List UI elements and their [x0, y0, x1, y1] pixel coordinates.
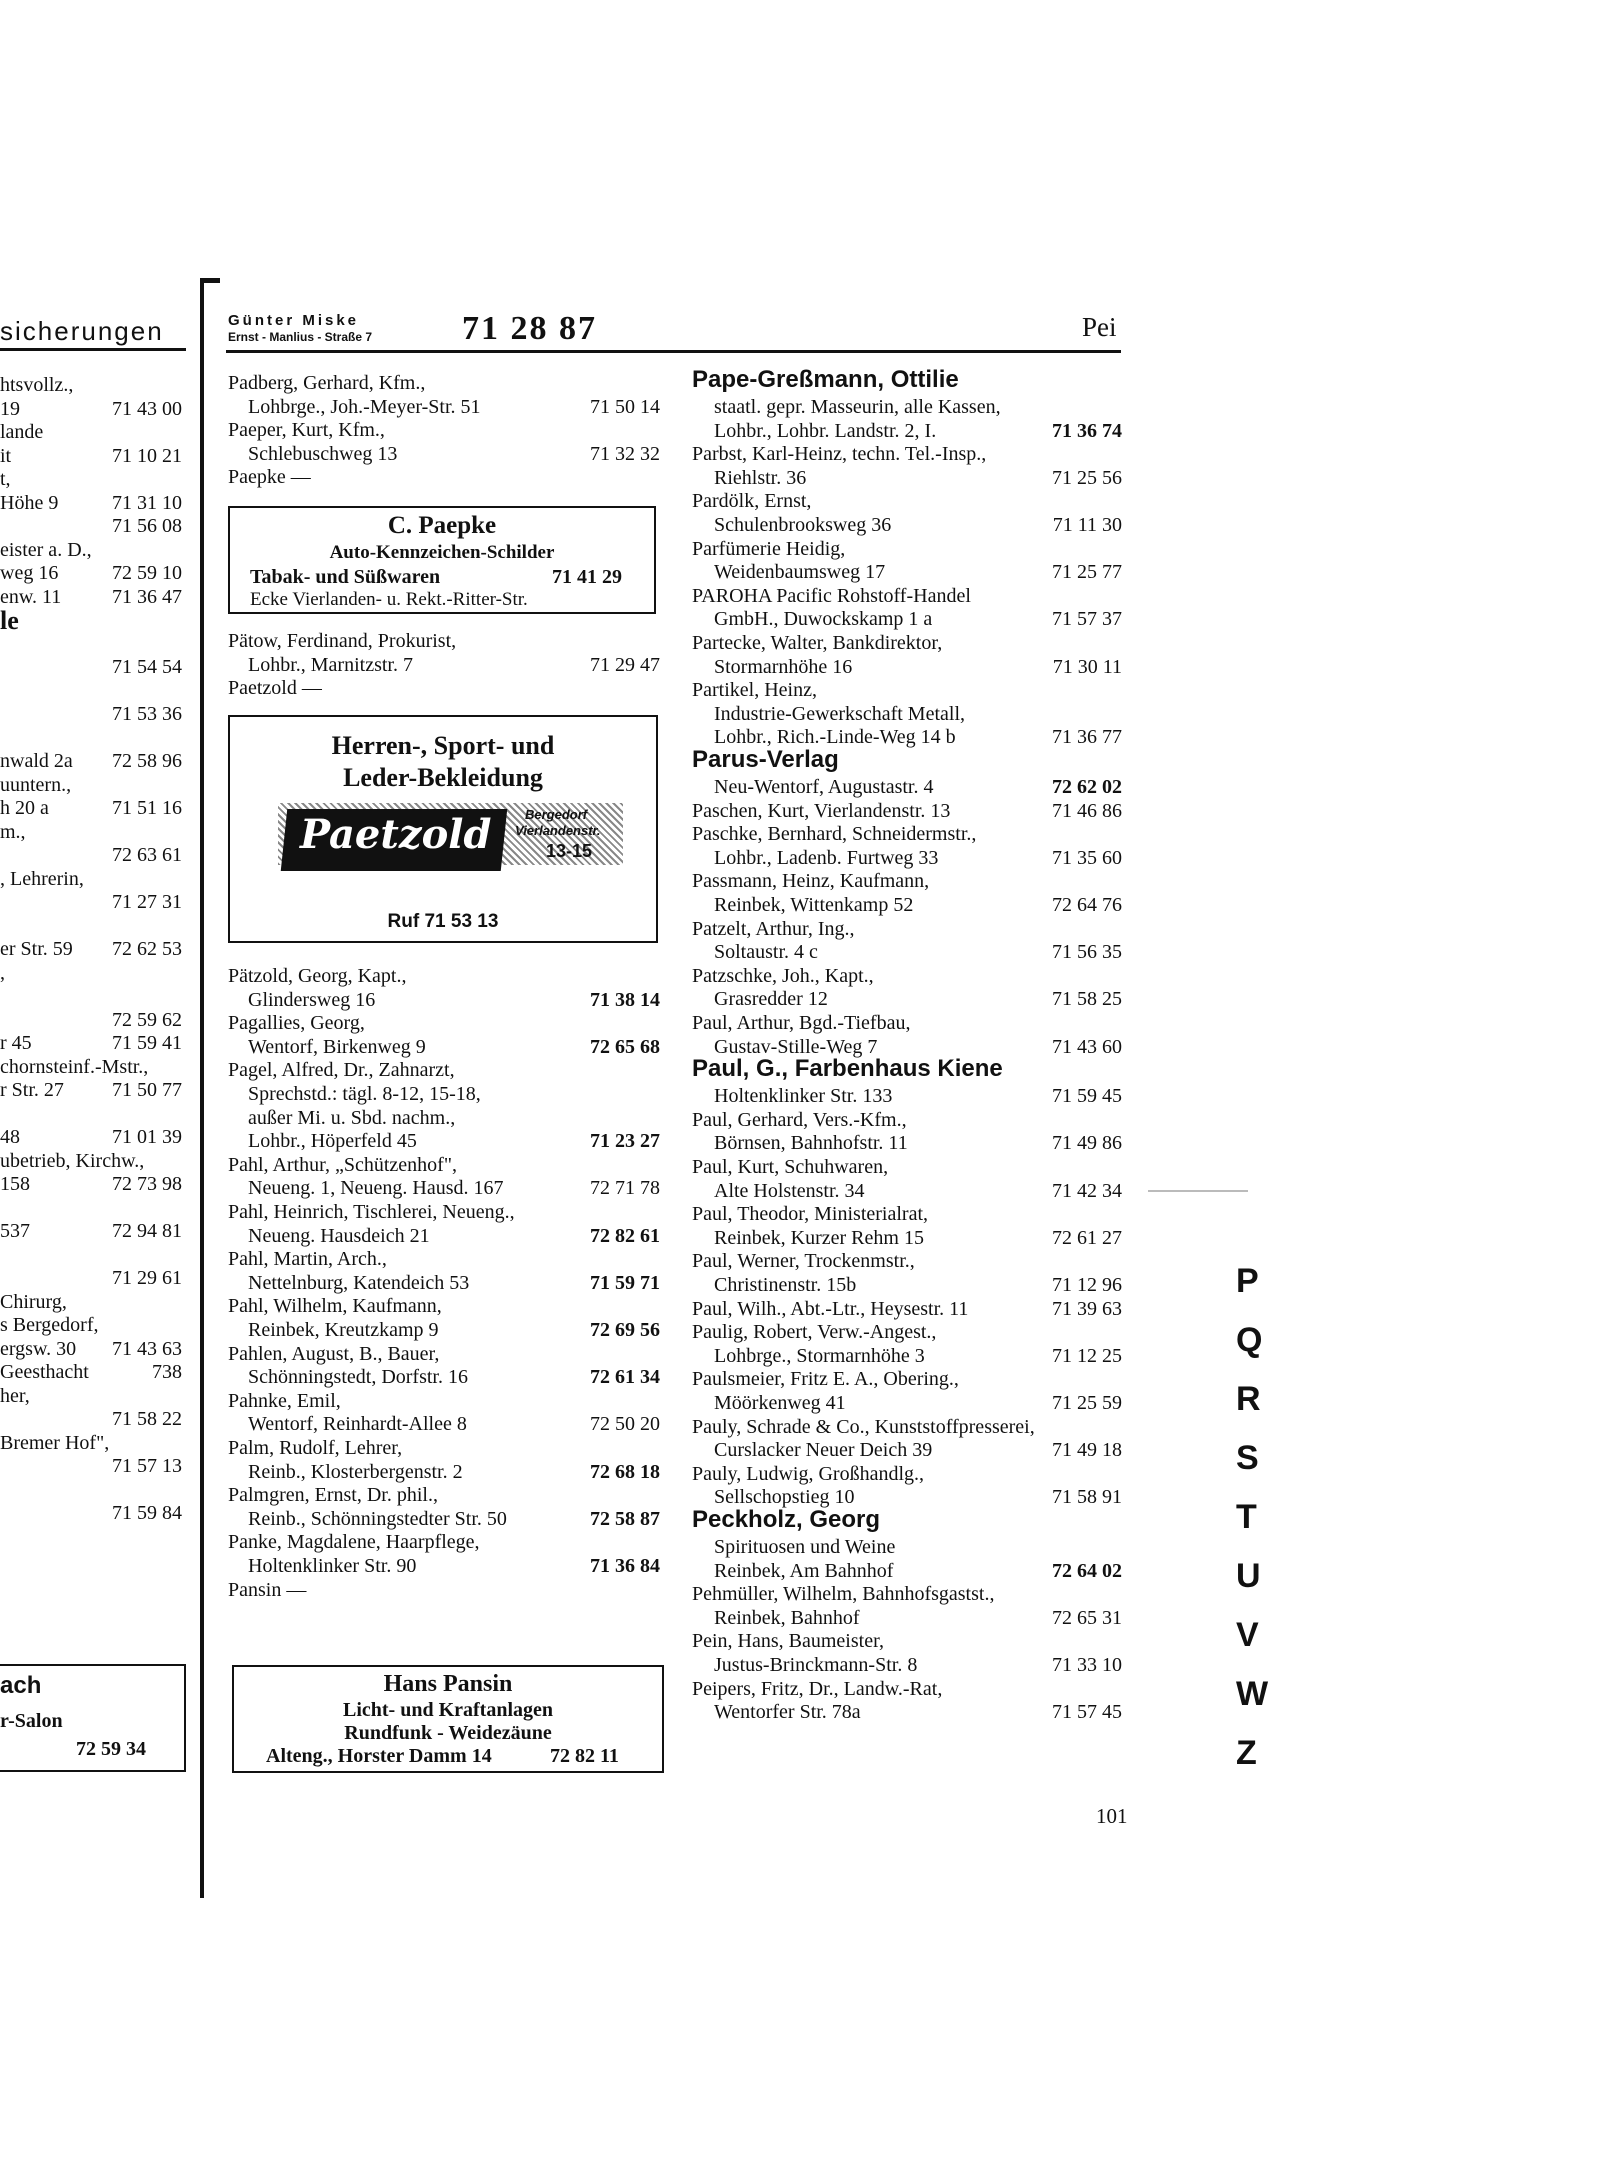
pansin-ad-line1: Licht- und Kraftanlagen [342, 1699, 554, 1721]
fragment-text: ubetrieb, Kirchw., [0, 1149, 145, 1172]
paetzold-ad-addr2: Vierlandenstr. [515, 823, 601, 838]
entry-name: Paul, Werner, Trockenmstr., [692, 1250, 915, 1273]
paepke-ad [228, 506, 656, 614]
fragment-text: Geesthacht [0, 1361, 89, 1383]
entry-name: Paul, Gerhard, Vers.-Kfm., [692, 1108, 907, 1131]
fragment-phone: 71 58 22 [112, 1408, 182, 1430]
entry-phone: 72 65 68 [590, 1035, 660, 1058]
page-key: Pei [1082, 312, 1117, 342]
fragment-phone: 71 59 41 [112, 1032, 182, 1054]
entry-name: Paschen, Kurt, Vierlandenstr. 13 [692, 799, 951, 822]
entry-name: Pätzold, Georg, Kapt., [228, 965, 407, 987]
entry-name: Pardölk, Ernst, [692, 490, 812, 513]
header-ad-name: Günter Miske [228, 312, 360, 329]
entry-detail: Neueng. Hausdeich 21 [248, 1224, 430, 1247]
entry-phone: 72 82 61 [590, 1224, 660, 1247]
entry-detail: Spirituosen und Weine [714, 1536, 896, 1558]
thumb-index-rule-top [1148, 1190, 1248, 1192]
entry-name: Padberg, Gerhard, Kfm., [228, 372, 426, 394]
fragment-text: eister a. D., [0, 538, 92, 561]
entry-detail: Justus-Brinckmann-Str. 8 [714, 1654, 918, 1676]
entry-phone: 71 29 47 [590, 653, 660, 676]
entry-detail: Holtenklinker Str. 90 [248, 1555, 417, 1577]
entry-phone: 71 12 25 [1052, 1344, 1122, 1367]
fragment-text: Höhe 9 [0, 491, 59, 514]
left-ad-line2: r-Salon [0, 1710, 63, 1732]
entry-detail: GmbH., Duwockskamp 1 a [714, 608, 933, 631]
entry-detail: Lohbr., Höperfeld 45 [248, 1130, 417, 1153]
entry-phone: 71 25 77 [1052, 561, 1122, 584]
column-divider-top [200, 278, 220, 283]
entry-name: Pahl, Arthur, „Schützenhof", [228, 1153, 457, 1176]
entry-name: Paul, Arthur, Bgd.-Tiefbau, [692, 1012, 911, 1034]
fragment-phone: 72 59 10 [112, 562, 182, 584]
fragment-phone: 72 73 98 [112, 1173, 182, 1195]
entry-name: Paulsmeier, Fritz E. A., Obering., [692, 1368, 959, 1391]
entry-detail: Lohbr., Rich.-Linde-Weg 14 b [714, 726, 956, 749]
fragment-text: ergsw. 30 [0, 1337, 77, 1360]
fragment-text: , [0, 961, 5, 984]
entry-name: Paul, Kurt, Schuhwaren, [692, 1156, 889, 1178]
fragment-text: s Bergedorf, [0, 1314, 99, 1336]
entry-phone: 72 65 31 [1052, 1606, 1122, 1629]
entry-name: Paschke, Bernhard, Schneidermstr., [692, 823, 977, 846]
entry-name: Pauly, Ludwig, Großhandlg., [692, 1462, 925, 1485]
header-ad-address: Ernst - Manlius - Straße 7 [228, 330, 373, 344]
entry-name: Parfümerie Heidig, [692, 537, 846, 560]
entry-phone: 71 56 35 [1052, 941, 1122, 964]
entry-name: PAROHA Pacific Rohstoff-Handel [692, 584, 971, 607]
paepke-ad-line2: Tabak- und Süßwaren [250, 566, 441, 588]
entry-detail: Stormarnhöhe 16 [714, 655, 853, 678]
fragment-phone: 71 29 61 [112, 1267, 182, 1289]
entry-name: Pein, Hans, Baumeister, [692, 1630, 884, 1653]
entry-detail: Reinbek, Am Bahnhof [714, 1559, 894, 1582]
thumb-index-letter: W [1236, 1675, 1269, 1713]
fragment-phone: 71 54 54 [112, 656, 182, 678]
entry-name: Partecke, Walter, Bankdirektor, [692, 632, 943, 654]
pansin-ad-line2: Rundfunk - Weidezäune [344, 1722, 552, 1744]
entry-firm: Paul, G., Farbenhaus Kiene [692, 1055, 1003, 1083]
entry-name: Pätow, Ferdinand, Prokurist, [228, 630, 457, 652]
entry-phone: 71 25 56 [1052, 466, 1122, 489]
fragment-text: uuntern., [0, 773, 72, 796]
fragment-text: h 20 a [0, 797, 49, 819]
fragment-text: lande [0, 421, 44, 443]
entry-phone: 71 50 14 [590, 395, 660, 418]
entry-detail: Reinbek, Wittenkamp 52 [714, 894, 914, 916]
entry-detail: Industrie-Gewerkschaft Metall, [714, 702, 966, 725]
entry-name: Passmann, Heinz, Kaufmann, [692, 870, 930, 893]
entry-detail: Reinbek, Kurzer Rehm 15 [714, 1226, 924, 1249]
entry-name: Palm, Rudolf, Lehrer, [228, 1437, 403, 1459]
entry-detail: Grasredder 12 [714, 988, 828, 1011]
fragment-phone: 72 59 62 [112, 1008, 182, 1031]
fragment-phone: 71 01 39 [112, 1126, 182, 1148]
entry-phone: 71 36 77 [1052, 726, 1122, 749]
entry-phone: 71 49 86 [1052, 1132, 1122, 1155]
entry-firm: Peckholz, Georg [692, 1506, 881, 1533]
entry-name: Pahl, Wilhelm, Kaufmann, [228, 1295, 442, 1318]
thumb-index-letter: P [1236, 1262, 1259, 1300]
fragment-text: 158 [0, 1173, 30, 1195]
entry-phone: 71 32 32 [590, 442, 660, 465]
entry-phone: 71 39 63 [1052, 1297, 1122, 1320]
fragment-phone: 71 43 00 [112, 397, 182, 420]
fragment-phone: 71 57 13 [112, 1455, 182, 1477]
entry-phone: 71 58 25 [1052, 988, 1122, 1011]
entry-name: Pahlen, August, B., Bauer, [228, 1342, 440, 1365]
entry-name: Paeper, Kurt, Kfm., [228, 419, 385, 442]
entry-phone: 72 61 34 [590, 1366, 660, 1389]
entry-firm: Parus-Verlag [692, 746, 839, 773]
entry-detail: Glindersweg 16 [248, 988, 376, 1011]
entry-name: Paepke — [228, 466, 311, 489]
pansin-ad-phone: 72 82 11 [550, 1745, 619, 1767]
entry-name: Palmgren, Ernst, Dr. phil., [228, 1484, 438, 1507]
entry-detail: Lohbr., Ladenb. Furtweg 33 [714, 846, 939, 869]
fragment-text: t, [0, 468, 11, 490]
thumb-index-letter: Z [1236, 1734, 1257, 1772]
fragment-phone: 738 [152, 1361, 182, 1383]
entry-phone: 71 57 37 [1052, 608, 1122, 631]
fragment-phone: 71 10 21 [112, 444, 182, 467]
entry-phone: 71 36 84 [590, 1555, 660, 1577]
entry-name: Paetzold — [228, 677, 322, 700]
entry-phone: 72 61 27 [1052, 1226, 1122, 1249]
entry-detail: Sellschopstieg 10 [714, 1486, 855, 1509]
entry-detail: Lohbr., Lohbr. Landstr. 2, I. [714, 419, 937, 442]
entry-detail: Sprechstd.: tägl. 8-12, 15-18, [248, 1083, 481, 1105]
fragment-phone: 72 58 96 [112, 750, 182, 772]
entry-name: Partikel, Heinz, [692, 679, 817, 702]
paepke-ad-phone: 71 41 29 [552, 566, 622, 588]
entry-phone: 71 33 10 [1052, 1654, 1122, 1676]
paetzold-ad-phone: Ruf 71 53 13 [387, 911, 499, 932]
left-ad-box [0, 1664, 186, 1772]
left-ad-line1: ach [0, 1672, 42, 1699]
thumb-index-letter: T [1236, 1498, 1257, 1536]
header-ad-phone: 71 28 87 [462, 310, 597, 347]
header-rule [226, 350, 1121, 353]
fragment-phone: 71 27 31 [112, 891, 182, 913]
fragment-phone: 72 63 61 [112, 844, 182, 866]
entry-detail: Lohbrge., Joh.-Meyer-Str. 51 [248, 395, 481, 418]
entry-detail: Holtenklinker Str. 133 [714, 1085, 893, 1108]
fragment-text: 48 [0, 1126, 20, 1148]
fragment-text: enw. 11 [0, 585, 62, 608]
entry-name: Pauly, Schrade & Co., Kunststoffpresserei, [692, 1415, 1035, 1438]
entry-detail: Schulenbrooksweg 36 [714, 514, 892, 536]
entry-phone: 71 12 96 [1052, 1274, 1122, 1296]
entry-phone: 71 36 74 [1052, 419, 1122, 442]
fragment-text: m., [0, 820, 26, 843]
paetzold-ad [228, 715, 658, 943]
entry-phone: 72 71 78 [590, 1177, 660, 1200]
thumb-index-letter: R [1236, 1380, 1261, 1418]
paetzold-ad-addr1: Bergedorf [525, 807, 588, 822]
entry-detail: Wentorfer Str. 78a [714, 1701, 861, 1724]
entry-name: Paul, Wilh., Abt.-Ltr., Heysestr. 11 [692, 1297, 969, 1320]
paetzold-ad-headline2: Leder-Bekleidung [343, 763, 543, 792]
entry-detail: Christinenstr. 15b [714, 1274, 857, 1296]
entry-name: Parbst, Karl-Heinz, techn. Tel.-Insp., [692, 443, 987, 466]
entry-detail: Wentorf, Reinhardt-Allee 8 [248, 1413, 467, 1436]
left-header-rule [0, 348, 186, 351]
entry-phone: 71 11 30 [1052, 514, 1122, 536]
entry-phone: 71 58 91 [1052, 1486, 1122, 1509]
entry-phone: 71 35 60 [1052, 846, 1122, 869]
entry-name: Paul, Theodor, Ministerialrat, [692, 1203, 929, 1226]
fragment-phone: 71 51 16 [112, 797, 182, 819]
entry-phone: 72 50 20 [590, 1413, 660, 1436]
paepke-ad-name: C. Paepke [387, 512, 497, 539]
fragment-phone: 72 94 81 [112, 1220, 182, 1242]
paetzold-ad-addr3: 13-15 [546, 841, 593, 861]
fragment-phone: 71 53 36 [112, 703, 182, 725]
entry-phone: 71 59 45 [1052, 1085, 1122, 1108]
entry-detail: Neueng. 1, Neueng. Hausd. 167 [248, 1177, 504, 1200]
entry-detail: außer Mi. u. Sbd. nachm., [248, 1106, 456, 1129]
fragment-phone: 71 43 63 [112, 1337, 182, 1360]
fragment-text: r Str. 27 [0, 1079, 64, 1101]
thumb-index-letter: U [1236, 1557, 1261, 1595]
entry-name: Pahl, Martin, Arch., [228, 1248, 387, 1271]
thumb-index-letter: V [1236, 1616, 1259, 1654]
entry-name: Pahl, Heinrich, Tischlerei, Neueng., [228, 1201, 515, 1223]
entry-name: Pahnke, Emil, [228, 1389, 341, 1412]
entry-firm: Pape-Greßmann, Ottilie [692, 366, 959, 393]
entry-detail: Reinb., Schönningstedter Str. 50 [248, 1507, 507, 1530]
entry-detail: Alte Holstenstr. 34 [714, 1179, 865, 1202]
paetzold-ad-headline1: Herren-, Sport- und [331, 731, 555, 760]
page-number: 101 [1096, 1804, 1128, 1828]
fragment-text: 19 [0, 397, 20, 420]
fragment-text: her, [0, 1384, 30, 1407]
entry-name: Pagel, Alfred, Dr., Zahnarzt, [228, 1059, 455, 1082]
entry-phone: 71 42 34 [1052, 1179, 1122, 1202]
paetzold-logo-text: Paetzold [300, 811, 492, 858]
entry-name: Patzelt, Arthur, Ing., [692, 917, 855, 940]
entry-detail: Neu-Wentorf, Augustastr. 4 [714, 776, 934, 798]
pansin-ad [232, 1665, 664, 1773]
fragment-text: Chirurg, [0, 1290, 67, 1313]
fragment-text: nwald 2a [0, 750, 73, 772]
entry-detail: Nettelnburg, Katendeich 53 [248, 1271, 470, 1294]
fragment-phone: 71 36 47 [112, 585, 182, 608]
entry-detail: Reinb., Klosterbergenstr. 2 [248, 1460, 463, 1483]
entry-name: Pehmüller, Wilhelm, Bahnhofsgastst., [692, 1583, 995, 1606]
entry-phone: 71 43 60 [1052, 1035, 1122, 1058]
entry-detail: Soltaustr. 4 c [714, 941, 818, 964]
entry-detail: Schlebuschweg 13 [248, 442, 398, 465]
pansin-ad-name: Hans Pansin [383, 1671, 513, 1697]
left-column-heading: sicherungen [0, 316, 164, 346]
fragment-text: er Str. 59 [0, 938, 73, 960]
column-divider [200, 278, 204, 1898]
entry-phone: 72 64 02 [1052, 1559, 1122, 1582]
paepke-ad-line1: Auto-Kennzeichen-Schilder [329, 542, 555, 563]
entry-name: Panke, Magdalene, Haarpflege, [228, 1531, 480, 1554]
fragment-text: , Lehrerin, [0, 867, 84, 890]
fragment-phone: 71 31 10 [112, 491, 182, 514]
fragment-phone: 72 62 53 [112, 938, 182, 960]
entry-phone: 71 25 59 [1052, 1392, 1122, 1414]
entry-phone: 71 57 45 [1052, 1701, 1122, 1724]
entry-phone: 71 30 11 [1052, 655, 1122, 678]
entry-detail: Weidenbaumsweg 17 [714, 561, 886, 584]
entry-detail: staatl. gepr. Masseurin, alle Kassen, [714, 396, 1001, 418]
entry-detail: Lohbrge., Stormarnhöhe 3 [714, 1344, 925, 1367]
entry-phone: 71 38 14 [590, 988, 660, 1011]
pansin-ad-line3: Alteng., Horster Damm 14 [266, 1745, 492, 1767]
fragment-text: Bremer Hof", [0, 1431, 110, 1454]
entry-detail: Riehlstr. 36 [714, 466, 807, 489]
entry-name: Pagallies, Georg, [228, 1012, 365, 1035]
entry-name: Peipers, Fritz, Dr., Landw.-Rat, [692, 1677, 943, 1700]
entry-detail: Schönningstedt, Dorfstr. 16 [248, 1366, 468, 1389]
thumb-index-letter: Q [1236, 1321, 1263, 1359]
fragment-text: le [0, 606, 19, 635]
entry-phone: 71 59 71 [590, 1271, 660, 1294]
fragment-phone: 71 59 84 [112, 1502, 182, 1524]
entry-phone: 71 23 27 [590, 1130, 660, 1153]
entry-name: Paulig, Robert, Verw.-Angest., [692, 1321, 937, 1344]
entry-phone: 71 46 86 [1052, 799, 1122, 822]
entry-name: Patzschke, Joh., Kapt., [692, 964, 874, 987]
entry-phone: 71 49 18 [1052, 1439, 1122, 1462]
fragment-phone: 71 56 08 [112, 515, 182, 537]
entry-phone: 72 62 02 [1052, 776, 1122, 798]
entry-detail: Gustav-Stille-Weg 7 [714, 1035, 878, 1058]
thumb-index-letter: S [1236, 1439, 1259, 1477]
fragment-phone: 71 50 77 [112, 1079, 182, 1101]
entry-detail: Börnsen, Bahnhofstr. 11 [714, 1132, 908, 1155]
paepke-ad-line3: Ecke Vierlanden- u. Rekt.-Ritter-Str. [250, 589, 528, 610]
fragment-text: 537 [0, 1220, 30, 1242]
entry-detail: Möörkenweg 41 [714, 1392, 846, 1414]
entry-detail: Reinbek, Kreutzkamp 9 [248, 1319, 439, 1341]
entry-detail: Wentorf, Birkenweg 9 [248, 1035, 426, 1058]
entry-phone: 72 64 76 [1052, 894, 1122, 916]
fragment-text: weg 16 [0, 562, 59, 584]
fragment-text: r 45 [0, 1032, 32, 1054]
entry-name: Pansin — [228, 1578, 307, 1601]
entry-phone: 72 68 18 [590, 1460, 660, 1483]
fragment-text: htsvollz., [0, 374, 74, 396]
entry-detail: Reinbek, Bahnhof [714, 1606, 860, 1629]
entry-phone: 72 58 87 [590, 1507, 660, 1530]
entry-phone: 72 69 56 [590, 1319, 660, 1341]
fragment-text: it [0, 444, 12, 467]
entry-detail: Lohbr., Marnitzstr. 7 [248, 653, 413, 676]
entry-detail: Curslacker Neuer Deich 39 [714, 1439, 933, 1462]
left-ad-phone: 72 59 34 [76, 1738, 146, 1760]
fragment-text: chornsteinf.-Mstr., [0, 1055, 149, 1078]
